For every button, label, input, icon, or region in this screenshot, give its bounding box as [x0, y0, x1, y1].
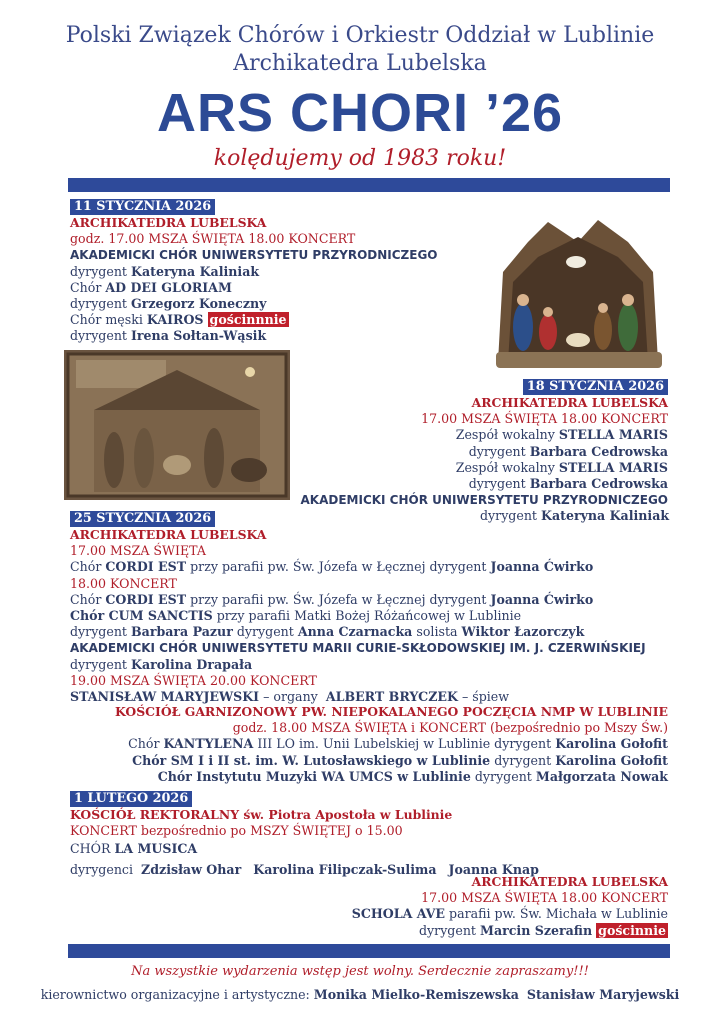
bottom-divider-bar — [68, 944, 670, 958]
poster-subtitle: kolędujemy od 1983 roku! — [213, 146, 507, 171]
event-6-venue: ARCHIKATEDRA LUBELSKA — [471, 874, 668, 889]
organizer-line-2: Archikatedra Lubelska — [233, 51, 487, 76]
event-3-cum-sanctis: Chór CUM SANCTIS przy parafii Matki Bożej Różańcowej w Lublinie — [70, 608, 522, 624]
credit-person-2: Stanisław Maryjewski — [526, 987, 680, 1002]
event-5-date: 1 LUTEGO 2026 — [70, 791, 192, 807]
event-5 — [70, 790, 539, 878]
event-3-venue: ARCHIKATEDRA LUBELSKA — [70, 527, 267, 542]
event-1-choir-3: Chór męski KAIROS gościnnnie — [70, 312, 287, 328]
event-4-time: godz. 18.00 MSZA ŚWIĘTA i KONCERT (bezpośrednio po Mszy Św.) — [232, 720, 668, 736]
guest-badge: gościnnnie — [209, 312, 287, 328]
event-1 — [70, 198, 438, 345]
event-3-umcs-conductor: dyrygent Karolina Drapała — [70, 656, 253, 672]
event-2-conductor-2: dyrygent Barbara Cedrowska — [468, 476, 668, 492]
event-3-cordi-2: Chór CORDI EST przy parafii pw. Św. Józefa w Łęcznej dyrygent Joanna Ćwirko — [70, 591, 594, 607]
event-1-conductor-3: dyrygent Irena Sołtan-Wąsik — [70, 328, 267, 344]
event-3-date: 25 STYCZNIA 2026 — [70, 511, 215, 527]
event-4-sm-choir: Chór SM I i II st. im. W. Lutosławskiego w Lublinie dyrygent Karolina Gołofit — [132, 752, 668, 768]
event-1-choir-1: AKADEMICKI CHÓR UNIWERSYTETU PRZYRODNICZEGO — [70, 248, 438, 263]
event-5-concert: KONCERT bezpośrednio po MSZY ŚWIĘTEJ o 15.00 — [70, 823, 403, 839]
event-2 — [301, 378, 669, 508]
event-6-schola: SCHOLA AVE parafii pw. Św. Michała w Lublinie — [351, 906, 668, 922]
event-2-ensemble-2: Zespół wokalny STELLA MARIS — [455, 459, 668, 475]
event-5-choir: CHÓR LA MUSICA — [70, 841, 198, 857]
event-3-evening: 19.00 MSZA ŚWIĘTA 20.00 KONCERT — [70, 672, 317, 688]
nativity-relief-image — [64, 350, 290, 500]
event-6-conductor: dyrygent Marcin Szerafin gościnnie — [419, 922, 666, 938]
event-4-wa-choir: Chór Instytutu Muzyki WA UMCS w Lublinie dyrygent Małgorzata Nowak — [157, 768, 668, 784]
event-5-conductors: dyrygenci Zdzisław Ohar Karolina Filipczak-Sulima Joanna Knap — [70, 861, 539, 877]
footer-credits: kierownictwo organizacyjne i artystyczne: Monika Mielko-Remiszewska Stanisław Maryjewski — [40, 987, 680, 1002]
event-4-venue: KOŚCIÓŁ GARNIZONOWY PW. NIEPOKALANEGO POCZĘCIA NMP W LUBLINIE — [115, 704, 668, 719]
event-1-venue: ARCHIKATEDRA LUBELSKA — [70, 215, 267, 230]
top-divider-bar — [68, 178, 670, 192]
event-4-kantylena: Chór KANTYLENA III LO im. Unii Lubelskiej w Lublinie dyrygent Karolina Gołofit — [128, 736, 668, 752]
organizer-line-1: Polski Związek Chórów i Orkiestr Oddział w Lublinie — [65, 23, 655, 48]
event-6-time: 17.00 MSZA ŚWIĘTA 18.00 KONCERT — [421, 890, 668, 906]
event-3-conductors: dyrygent Barbara Pazur dyrygent Anna Czarnacka solista Wiktor Łazorczyk — [70, 624, 585, 640]
event-1-conductor-1: dyrygent Kateryna Kaliniak — [70, 263, 260, 279]
event-2-choir: AKADEMICKI CHÓR UNIWERSYTETU PRZYRODNICZEGO — [300, 493, 668, 508]
event-5-venue: KOŚCIÓŁ REKTORALNY św. Piotra Apostoła w Lublinie — [70, 807, 453, 822]
footer-invitation: Na wszystkie wydarzenia wstęp jest wolny. Serdecznie zapraszamy!!! — [131, 964, 589, 979]
event-3-cordi-1: Chór CORDI EST przy parafii pw. Św. Józefa w Łęcznej dyrygent Joanna Ćwirko — [70, 559, 594, 575]
organizer-header — [0, 22, 720, 78]
guest-badge: gościnnie — [598, 922, 666, 938]
event-2-ensemble-1: Zespół wokalny STELLA MARIS — [455, 427, 668, 443]
event-2-conductor-1: dyrygent Barbara Cedrowska — [468, 443, 668, 459]
event-4 — [115, 704, 668, 785]
event-3 — [70, 510, 646, 705]
poster-title: ARS CHORI ’26 — [156, 83, 564, 143]
event-1-date: 11 STYCZNIA 2026 — [70, 199, 215, 215]
event-1-conductor-2: dyrygent Grzegorz Koneczny — [70, 296, 267, 312]
event-2-date: 18 STYCZNIA 2026 — [523, 379, 668, 395]
event-3-performers: STANISŁAW MARYJEWSKI – organy ALBERT BRYCZEK – śpiew — [70, 689, 510, 705]
event-3-concert: 18.00 KONCERT — [70, 575, 177, 591]
event-6 — [352, 874, 668, 939]
event-2-conductor-3: dyrygent Kateryna Kaliniak — [480, 508, 670, 523]
event-3-mass: 17.00 MSZA ŚWIĘTA — [70, 543, 206, 559]
nativity-figurine-image — [488, 212, 668, 372]
event-2-time: 17.00 MSZA ŚWIĘTA 18.00 KONCERT — [421, 411, 668, 427]
event-1-choir-2: Chór AD DEI GLORIAM — [70, 279, 232, 295]
event-2-venue: ARCHIKATEDRA LUBELSKA — [471, 395, 668, 410]
event-3-umcs-choir: AKADEMICKI CHÓR UNIWERSYTETU MARII CURIE-SKŁODOWSKIEJ IM. J. CZERWIŃSKIEJ — [70, 641, 646, 656]
credit-person-1: Monika Mielko-Remiszewska — [313, 987, 519, 1002]
event-1-time: godz. 17.00 MSZA ŚWIĘTA 18.00 KONCERT — [70, 231, 356, 247]
